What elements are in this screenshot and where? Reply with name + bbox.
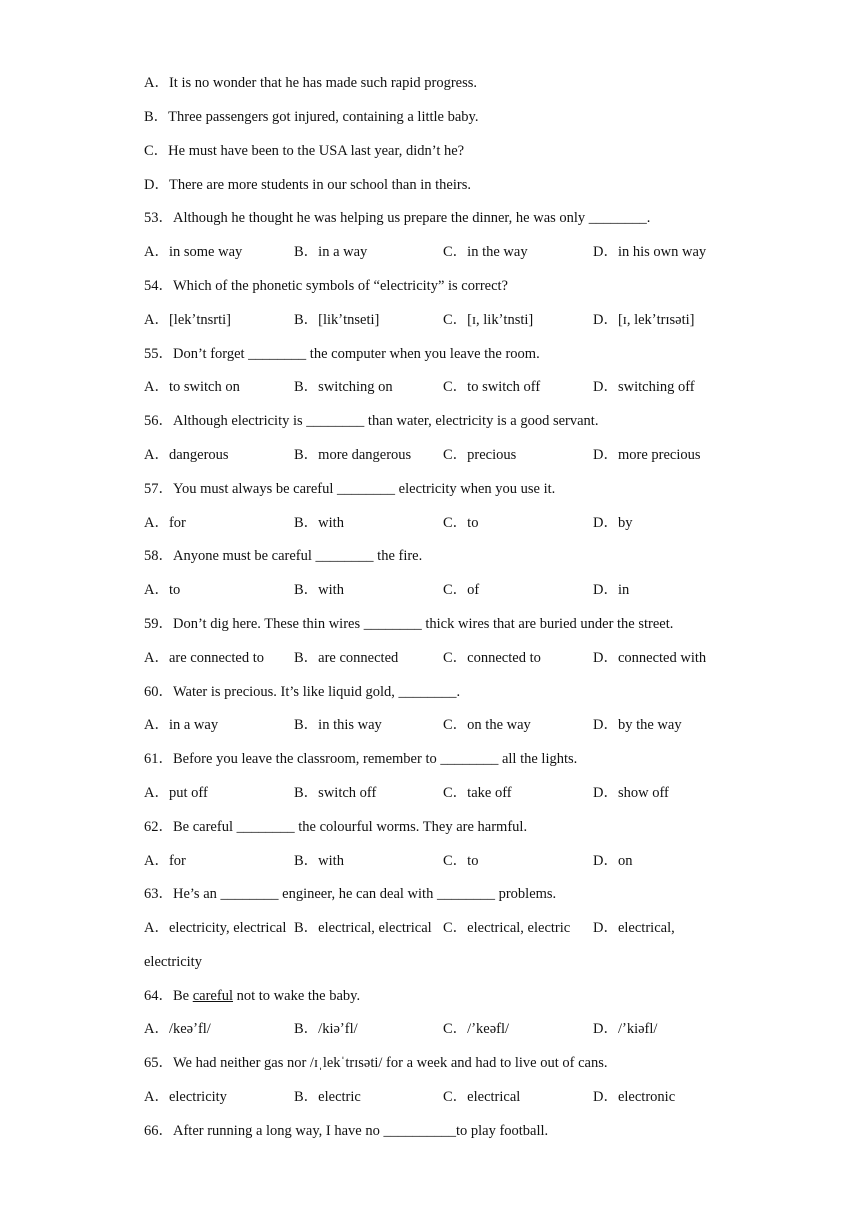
question-61-stem: 61．Before you leave the classroom, remember to ________ all the lights.	[144, 751, 578, 767]
option-b: B．electric	[294, 1089, 361, 1105]
option-d-wrap: electricity	[144, 954, 202, 970]
option-d: D．in his own way	[593, 244, 707, 260]
option-c: C．of	[443, 582, 480, 598]
option-d: D．in	[593, 582, 630, 598]
option-c: C．/ʼkeəfl/	[443, 1021, 510, 1037]
question-58-options	[144, 581, 744, 599]
option-c: C．to	[443, 515, 479, 531]
option-c: C．precious	[443, 447, 517, 463]
option-d: D．more precious	[593, 447, 701, 463]
option-c: C．[ɪ, likʼtnsti]	[443, 312, 534, 328]
option-a: A．for	[144, 853, 186, 869]
question-57-stem: 57．You must always be careful ________ electricity when you use it.	[144, 481, 556, 497]
underlined-word: careful	[192, 988, 233, 1004]
option-b: B．with	[294, 853, 344, 869]
option-c: C．electrical	[443, 1089, 521, 1105]
option-c: C．electrical, electric	[443, 920, 571, 936]
lead-option-d: D．There are more students in our school than in theirs.	[144, 177, 471, 193]
question-55-stem: 55．Don’t forget ________ the computer when you leave the room.	[144, 346, 540, 362]
option-b: B．with	[294, 515, 344, 531]
option-a: A．to	[144, 582, 181, 598]
option-d: D．electrical,	[593, 920, 675, 936]
question-65-stem: 65．We had neither gas nor /ɪˌlekˈtrɪsəti/ for a week and had to live out of cans.	[144, 1055, 608, 1071]
option-d: D．switching off	[593, 379, 695, 395]
question-59-stem: 59．Don’t dig here. These thin wires ________ thick wires that are buried under the street.	[144, 616, 674, 632]
option-b: B．switching on	[294, 379, 393, 395]
option-b: B．/kiəʼfl/	[294, 1021, 358, 1037]
option-b: B．in a way	[294, 244, 368, 260]
option-d: D．show off	[593, 785, 669, 801]
option-c: C．to	[443, 853, 479, 869]
question-62-stem: 62．Be careful ________ the colourful worms. They are harmful.	[144, 819, 528, 835]
option-d: D．/ʼkiəfl/	[593, 1021, 658, 1037]
option-b: B．[likʼtnseti]	[294, 312, 380, 328]
question-60-stem: 60．Water is precious. It’s like liquid gold, ________.	[144, 684, 461, 700]
option-a: A．in a way	[144, 717, 219, 733]
lead-option-a: A．It is no wonder that he has made such rapid progress.	[144, 75, 478, 91]
option-c: C．connected to	[443, 650, 541, 666]
option-a: A．electricity	[144, 1089, 227, 1105]
option-b: B．more dangerous	[294, 447, 412, 463]
question-66-stem: 66．After running a long way, I have no __________to play football.	[144, 1123, 549, 1139]
option-b: B．switch off	[294, 785, 377, 801]
lead-option-c: C．He must have been to the USA last year, didn’t he?	[144, 143, 465, 159]
option-d: D．[ɪ, lekʼtrɪsəti]	[593, 312, 695, 328]
stem-prefix: 64．Be	[144, 988, 193, 1004]
question-65-options	[144, 1088, 744, 1106]
option-d: D．connected with	[593, 650, 707, 666]
option-b: B．electrical, electrical	[294, 920, 432, 936]
question-53-stem: 53．Although he thought he was helping us prepare the dinner, he was only ________.	[144, 210, 651, 226]
question-58-stem: 58．Anyone must be careful ________ the fire.	[144, 548, 423, 564]
option-a: A．electricity, electrical	[144, 920, 287, 936]
option-d: D．by	[593, 515, 633, 531]
question-64-options	[144, 1020, 744, 1038]
option-b: B．are connected	[294, 650, 399, 666]
question-55-options	[144, 378, 744, 396]
stem-suffix: not to wake the baby.	[232, 988, 361, 1004]
option-b: B．with	[294, 582, 344, 598]
option-a: A．for	[144, 515, 186, 531]
question-59-options	[144, 649, 744, 667]
question-56-stem: 56．Although electricity is ________ than water, electricity is a good servant.	[144, 413, 599, 429]
question-54-options	[144, 311, 744, 329]
lead-option-b: B．Three passengers got injured, containing a little baby.	[144, 109, 479, 125]
option-d: D．by the way	[593, 717, 682, 733]
option-c: C．in the way	[443, 244, 528, 260]
option-d: D．on	[593, 853, 633, 869]
option-a: A．dangerous	[144, 447, 229, 463]
option-a: A．in some way	[144, 244, 243, 260]
option-a: A．are connected to	[144, 650, 264, 666]
option-a: A．/keəʼfl/	[144, 1021, 211, 1037]
question-53-options	[144, 243, 744, 261]
option-a: A．put off	[144, 785, 208, 801]
question-54-stem: 54．Which of the phonetic symbols of “electricity” is correct?	[144, 278, 508, 294]
option-a: A．[lekʼtnsrti]	[144, 312, 231, 328]
option-c: C．on the way	[443, 717, 531, 733]
question-63-stem: 63．He’s an ________ engineer, he can deal with ________ problems.	[144, 886, 557, 902]
question-60-options	[144, 716, 744, 734]
question-56-options	[144, 446, 744, 464]
question-57-options	[144, 514, 744, 532]
option-c: C．take off	[443, 785, 512, 801]
option-d: D．electronic	[593, 1089, 676, 1105]
option-c: C．to switch off	[443, 379, 541, 395]
question-64-stem	[144, 987, 360, 1005]
option-a: A．to switch on	[144, 379, 240, 395]
question-61-options	[144, 784, 744, 802]
question-63-options	[144, 919, 744, 937]
option-b: B．in this way	[294, 717, 382, 733]
question-62-options	[144, 852, 744, 870]
